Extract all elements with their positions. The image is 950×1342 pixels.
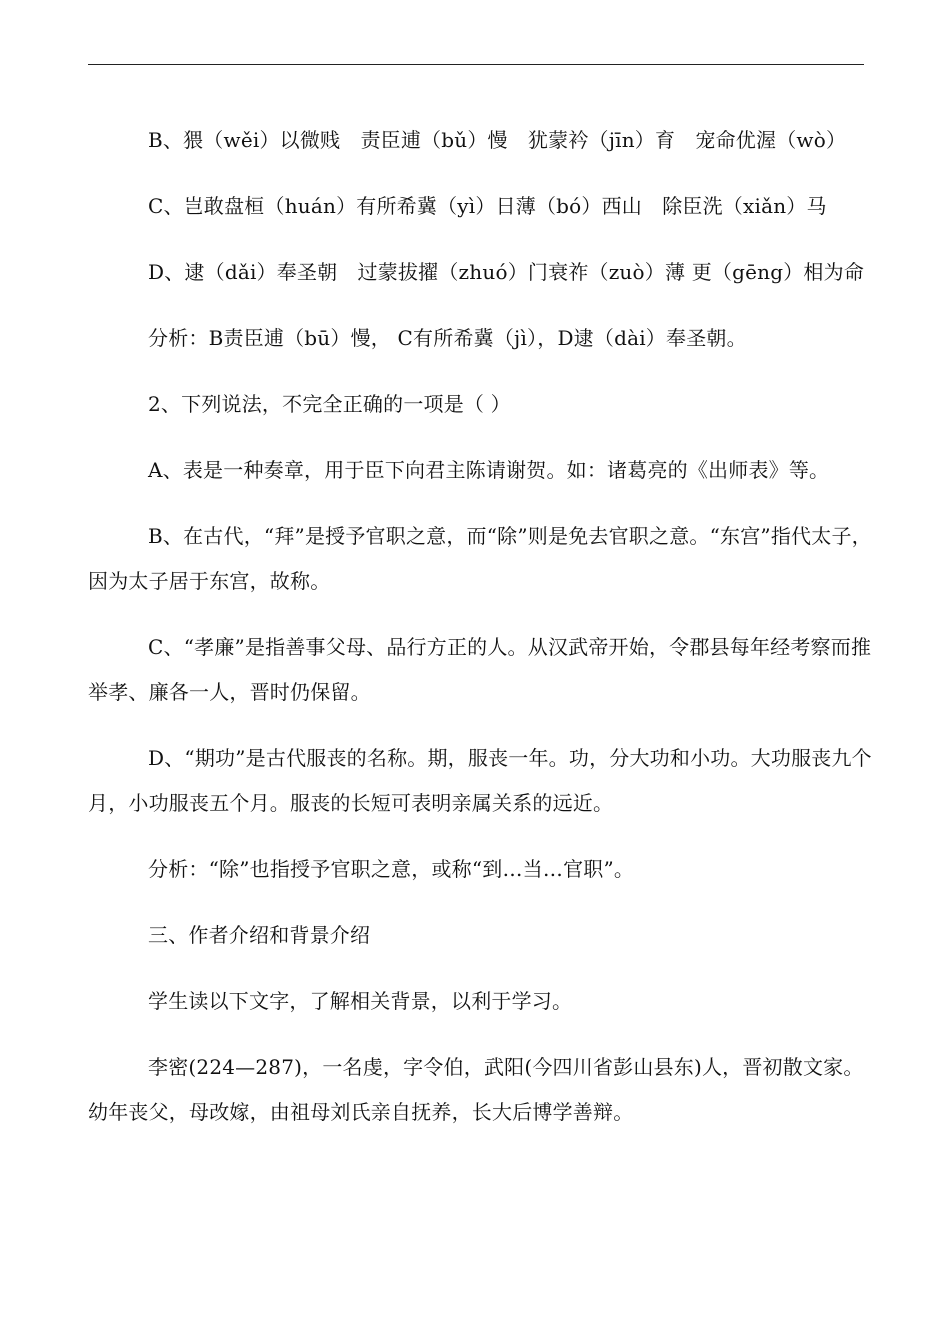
question-2: 2、下列说法，不完全正确的一项是（ ） (148, 392, 511, 416)
question-2-option-d: D、“期功”是古代服丧的名称。期，服丧一年。功，分大功和小功。大功服丧九个月，小功服丧五个月。服丧的长短可表明亲属关系的远近。 (88, 746, 872, 815)
option-c-pinyin: C、岂敢盘桓（huán）有所希冀（yì）日薄（bó）西山 除臣洗（xiǎn）马 (148, 194, 827, 218)
document-body (88, 118, 878, 1135)
option-b-pinyin: B、猥（wěi）以微贱 责臣逋（bǔ）慢 犹蒙衿（jīn）育 宠命优渥（wò） (148, 128, 847, 152)
analysis-2: 分析：“除”也指授予官职之意，或称“到…当…官职”。 (148, 857, 635, 881)
question-2-option-c: C、“孝廉”是指善事父母、品行方正的人。从汉武帝开始，令郡县每年经考察而推举孝、廉各一人，晋时仍保留。 (88, 635, 872, 704)
instruction-line: 学生读以下文字，了解相关背景，以利于学习。 (148, 989, 573, 1013)
author-bio: 李密(224—287)，一名虔，字令伯，武阳(今四川省彭山县东)人，晋初散文家。幼年丧父，母改嫁，由祖母刘氏亲自抚养，长大后博学善辩。 (88, 1055, 864, 1124)
question-2-option-b: B、在古代，“拜”是授予官职之意，而“除”则是免去官职之意。“东宫”指代太子，因为太子居于东宫，故称。 (88, 524, 872, 593)
section-heading-3: 三、作者介绍和背景介绍 (148, 923, 371, 947)
header-rule (88, 64, 864, 65)
question-2-option-a: A、表是一种奏章，用于臣下向君主陈请谢贺。如：诸葛亮的《出师表》等。 (148, 458, 830, 482)
analysis-1: 分析：B责臣逋（bū）慢， C有所希冀（jì），D逮（dài）奉圣朝。 (148, 326, 747, 350)
option-d-pinyin: D、逮（dǎi）奉圣朝 过蒙拔擢（zhuó）门衰祚（zuò）薄 更（gēng）相为命 (148, 260, 865, 284)
